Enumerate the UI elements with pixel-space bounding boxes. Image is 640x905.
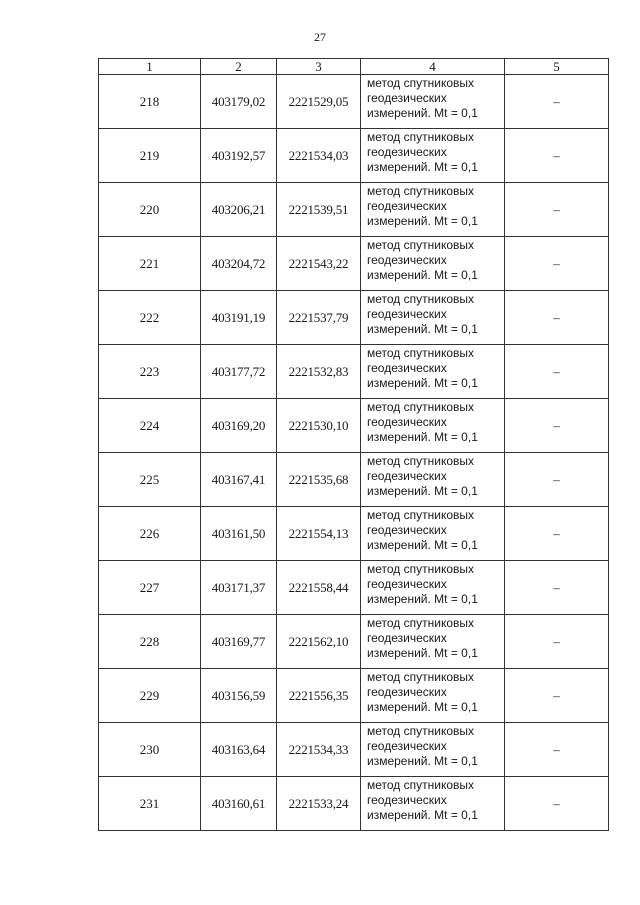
method-text-line: геодезических	[367, 523, 447, 537]
method-text-line: метод спутниковых	[367, 292, 475, 306]
x-coordinate-cell: 403169,77	[201, 615, 277, 669]
x-coordinate-cell: 403204,72	[201, 237, 277, 291]
note-cell: –	[505, 291, 609, 345]
method-cell	[361, 723, 505, 777]
y-coordinate-cell: 2221534,33	[277, 723, 361, 777]
table-body	[99, 75, 609, 831]
table-row	[99, 237, 609, 291]
note-cell: –	[505, 183, 609, 237]
method-text-line: геодезических	[367, 793, 447, 807]
table-header	[99, 59, 609, 75]
method-text-line: метод спутниковых	[367, 616, 475, 630]
point-number-cell: 226	[99, 507, 201, 561]
note-cell: –	[505, 399, 609, 453]
method-text-line: измерений. Mt = 0,1	[367, 376, 478, 390]
y-coordinate-cell: 2221554,13	[277, 507, 361, 561]
method-text-line: измерений. Mt = 0,1	[367, 160, 478, 174]
point-number-cell: 220	[99, 183, 201, 237]
table-row	[99, 291, 609, 345]
table-row	[99, 561, 609, 615]
method-text-line: измерений. Mt = 0,1	[367, 268, 478, 282]
x-coordinate-cell: 403206,21	[201, 183, 277, 237]
y-coordinate-cell: 2221533,24	[277, 777, 361, 831]
method-cell	[361, 129, 505, 183]
method-text-line: измерений. Mt = 0,1	[367, 106, 478, 120]
method-text-line: метод спутниковых	[367, 184, 475, 198]
method-text-line: измерений. Mt = 0,1	[367, 646, 478, 660]
point-number-cell: 218	[99, 75, 201, 129]
point-number-cell: 221	[99, 237, 201, 291]
method-text-line: метод спутниковых	[367, 562, 475, 576]
method-cell	[361, 183, 505, 237]
method-cell	[361, 345, 505, 399]
note-cell: –	[505, 507, 609, 561]
method-text-line: измерений. Mt = 0,1	[367, 592, 478, 606]
method-text-line: геодезических	[367, 307, 447, 321]
x-coordinate-cell: 403192,57	[201, 129, 277, 183]
note-cell: –	[505, 75, 609, 129]
method-text-line: метод спутниковых	[367, 724, 475, 738]
method-cell	[361, 291, 505, 345]
y-coordinate-cell: 2221556,35	[277, 669, 361, 723]
y-coordinate-cell: 2221562,10	[277, 615, 361, 669]
method-text-line: метод спутниковых	[367, 130, 475, 144]
method-cell	[361, 507, 505, 561]
method-text-line: метод спутниковых	[367, 508, 475, 522]
method-text-line: метод спутниковых	[367, 400, 475, 414]
method-cell	[361, 561, 505, 615]
point-number-cell: 223	[99, 345, 201, 399]
x-coordinate-cell: 403169,20	[201, 399, 277, 453]
method-text-line: измерений. Mt = 0,1	[367, 538, 478, 552]
method-cell	[361, 615, 505, 669]
method-text-line: измерений. Mt = 0,1	[367, 700, 478, 714]
x-coordinate-cell: 403179,02	[201, 75, 277, 129]
point-number-cell: 227	[99, 561, 201, 615]
note-cell: –	[505, 777, 609, 831]
method-text-line: измерений. Mt = 0,1	[367, 484, 478, 498]
y-coordinate-cell: 2221529,05	[277, 75, 361, 129]
method-text-line: измерений. Mt = 0,1	[367, 214, 478, 228]
method-text-line: геодезических	[367, 199, 447, 213]
method-cell	[361, 777, 505, 831]
method-text-line: геодезических	[367, 145, 447, 159]
coordinates-table	[98, 58, 609, 831]
table-row	[99, 777, 609, 831]
y-coordinate-cell: 2221539,51	[277, 183, 361, 237]
y-coordinate-cell: 2221530,10	[277, 399, 361, 453]
y-coordinate-cell: 2221543,22	[277, 237, 361, 291]
method-text-line: метод спутниковых	[367, 238, 475, 252]
method-text-line: геодезических	[367, 415, 447, 429]
note-cell: –	[505, 237, 609, 291]
method-text-line: геодезических	[367, 577, 447, 591]
point-number-cell: 222	[99, 291, 201, 345]
point-number-cell: 228	[99, 615, 201, 669]
note-cell: –	[505, 669, 609, 723]
y-coordinate-cell: 2221558,44	[277, 561, 361, 615]
table-row	[99, 129, 609, 183]
y-coordinate-cell: 2221535,68	[277, 453, 361, 507]
point-number-cell: 230	[99, 723, 201, 777]
page-number: 27	[314, 30, 326, 44]
point-number-cell: 229	[99, 669, 201, 723]
method-cell	[361, 453, 505, 507]
table-row	[99, 669, 609, 723]
point-number-cell: 224	[99, 399, 201, 453]
x-coordinate-cell: 403191,19	[201, 291, 277, 345]
y-coordinate-cell: 2221537,79	[277, 291, 361, 345]
table-row	[99, 723, 609, 777]
x-coordinate-cell: 403167,41	[201, 453, 277, 507]
x-coordinate-cell: 403161,50	[201, 507, 277, 561]
method-text-line: геодезических	[367, 361, 447, 375]
column-header-3: 3	[277, 59, 361, 75]
column-header-5: 5	[505, 59, 609, 75]
method-text-line: метод спутниковых	[367, 670, 475, 684]
table-row	[99, 615, 609, 669]
y-coordinate-cell: 2221534,03	[277, 129, 361, 183]
method-text-line: геодезических	[367, 253, 447, 267]
table-row	[99, 75, 609, 129]
point-number-cell: 231	[99, 777, 201, 831]
method-cell	[361, 399, 505, 453]
method-text-line: метод спутниковых	[367, 454, 475, 468]
note-cell: –	[505, 561, 609, 615]
method-text-line: измерений. Mt = 0,1	[367, 754, 478, 768]
method-text-line: геодезических	[367, 91, 447, 105]
x-coordinate-cell: 403156,59	[201, 669, 277, 723]
table-row	[99, 345, 609, 399]
method-cell	[361, 669, 505, 723]
x-coordinate-cell: 403177,72	[201, 345, 277, 399]
x-coordinate-cell: 403171,37	[201, 561, 277, 615]
method-text-line: измерений. Mt = 0,1	[367, 808, 478, 822]
method-text-line: геодезических	[367, 631, 447, 645]
note-cell: –	[505, 453, 609, 507]
note-cell: –	[505, 723, 609, 777]
column-header-4: 4	[361, 59, 505, 75]
note-cell: –	[505, 615, 609, 669]
method-text-line: измерений. Mt = 0,1	[367, 430, 478, 444]
note-cell: –	[505, 129, 609, 183]
method-text-line: геодезических	[367, 739, 447, 753]
x-coordinate-cell: 403160,61	[201, 777, 277, 831]
method-cell	[361, 75, 505, 129]
table-row	[99, 453, 609, 507]
method-text-line: геодезических	[367, 469, 447, 483]
column-header-2: 2	[201, 59, 277, 75]
column-header-1: 1	[99, 59, 201, 75]
method-text-line: метод спутниковых	[367, 778, 475, 792]
table-row	[99, 507, 609, 561]
y-coordinate-cell: 2221532,83	[277, 345, 361, 399]
point-number-cell: 225	[99, 453, 201, 507]
table-row	[99, 183, 609, 237]
note-cell: –	[505, 345, 609, 399]
method-cell	[361, 237, 505, 291]
method-text-line: метод спутниковых	[367, 346, 475, 360]
method-text-line: геодезических	[367, 685, 447, 699]
x-coordinate-cell: 403163,64	[201, 723, 277, 777]
method-text-line: метод спутниковых	[367, 76, 475, 90]
table-row	[99, 399, 609, 453]
header-row	[99, 59, 609, 75]
method-text-line: измерений. Mt = 0,1	[367, 322, 478, 336]
point-number-cell: 219	[99, 129, 201, 183]
